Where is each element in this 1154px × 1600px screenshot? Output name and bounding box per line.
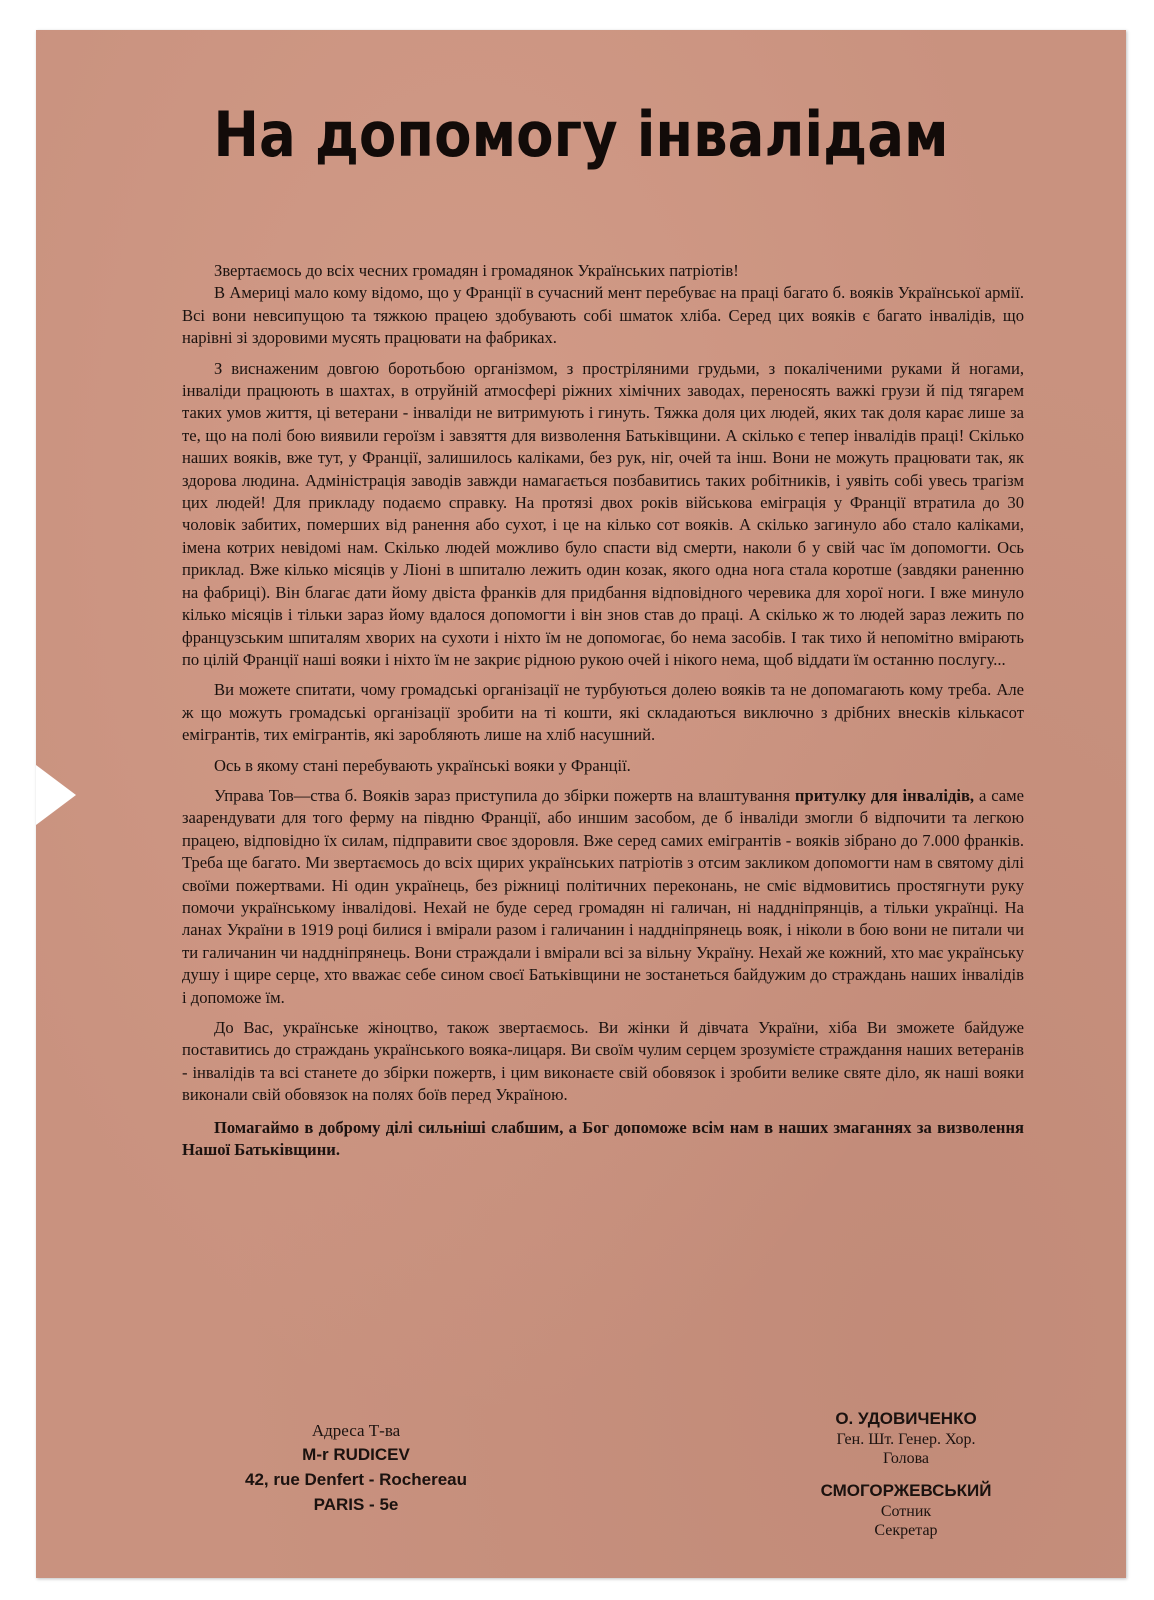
signature-name-chairman: О. УДОВИЧЕНКО: [835, 1409, 977, 1428]
signature-rank-chairman: Ген. Шт. Генер. Хор.: [836, 1431, 976, 1448]
paragraph-situation: Ось в якому стані перебувають українські вояки у Франції.: [214, 755, 631, 775]
society-address: [186, 1420, 526, 1517]
shelter-text-start: Управа Тов—ства б. Вояків зараз приступила до збірки пожертв на влаштування: [214, 785, 791, 805]
signature-name-secretary: СМОГОРЖЕВСЬКИЙ: [820, 1481, 992, 1500]
address-label: Адреса Т-ва: [311, 1421, 401, 1440]
signature-role-chairman: Голова: [882, 1450, 930, 1467]
address-city: PARIS - 5e: [313, 1495, 399, 1514]
torn-edge-notch: [36, 765, 76, 825]
signature-rank-secretary: Сотник: [880, 1503, 932, 1520]
signatures-block: [796, 1408, 1016, 1540]
leaflet-sheet: [36, 30, 1126, 1578]
shelter-text-end: а саме заарендувати для того ферму на півдню Франції, або иншим засобом, де б інваліди змогли б відпочити та легкою працею, відповідно їх силам, підправити своє здоровля. Вже серед самих емігрантів - вояків зібрано до 7.000 франків. Треба ще багато. Ми звертаємось до всіх щирих українських патріотів з отсим закликом допомогти нам в святому ділі своїми пожертвами. Ні один українець, без ріжниці політичних переконань, не сміє відмовитись простягнути руку помочи українському інвалідові. Нехай не буде серед громадян ні галичан, ні наддніпрянців, а тільки українці. На ланах України в 1919 році билися і вмірали разом і галичанин і наддніпрянець вояк, і ніколи в бою вони не питали чи ти галичанин чи наддніпрянець. Вони страждали і вмірали всі за вільну Україну. Нехай же кожний, хто має українську душу і щире серце, хто вважає себе сином своєї Батьківщини не зостанеться байдужим до страждань наших інвалідів і допоможе їм.: [182, 785, 1025, 1007]
address-name: M-r RUDICEV: [302, 1445, 410, 1464]
paragraph-shelter: [182, 785, 1024, 1009]
paragraph-invalids: З виснаженим довгою боротьбою організмом, з простріляними грудьми, з покаліченими руками й ногами, інваліди працюють в шахтах, в отруйній атмосфері ріжних хімічних заводах, переносять важкі грузи й під тягарем таких умов життя, ці ветерани - інваліди не витримують і гинуть. Тяжка доля цих людей, яких так доля карає лише за те, що на полі бою виявили героїзм і завзяття для визволення Батьківщини. А скілько є тепер інвалідів праці! Скілько наших вояків, вже тут, у Франції, залишилось каліками, без рук, ніг, очей та інш. Вони не можуть працювати так, як здорова людина. Адміністрація заводів завжди намагається позбавитись таких робітників, і уявіть собі увесь трагізм цих людей! Для прикладу подаємо справку. На протязі двох років військова еміграція у Франції втратила до 30 чоловік забитих, померших від ранення або сухот, і це на кілько сот вояків. А скілько загинуло або стало каліками, імена котрих невідомі нам. Скілько людей можливо було спасти від смерти, наколи б у свій час їм допомогти. Ось приклад. Вже кілько місяців у Ліоні в шпиталю лежить один козак, якого одна нога стала коротше (завдяки раненню на фабриці). Він благає дати йому двіста франків для придбання відповідного черевика для хорої ноги. І вже минуло кілько місяців і тільки зараз йому вдалося допомогти і він знов став до праці. А скілько ж то людей зараз лежить по французським шпиталям хворих на сухоти і ніхто їм не допомогає, бо нема засобів. І так тихо й непомітно вмірають по цілій Франції наші вояки і ніхто їм не закриє рідною рукою очей і нікого нема, щоб віддати їм останню послугу...: [182, 358, 1024, 669]
leaflet-body: [182, 260, 1024, 1161]
address-street: 42, rue Denfert - Rochereau: [244, 1470, 467, 1489]
paragraph-america: В Америці мало кому відомо, що у Франції в сучасний мент перебуває на праці багато б. вояків Української армії. Всі вони невсипущою та тяжкою працею здобувають собі шматок хліба. Серед цих вояків є багато інвалідів, що нарівні зі здоровими мусять працювати на фабриках.: [182, 283, 1024, 348]
paragraph-closing: Помагаймо в доброму ділі сильніші слабшим, а Бог допоможе всім нам в наших змаганнях за визволення Нашої Батьківщини.: [182, 1117, 1024, 1160]
shelter-text-bold: притулку для інвалідів,: [794, 785, 975, 805]
leaflet-title: На допомогу інвалідам: [213, 98, 949, 171]
paragraph-organizations: Ви можете спитати, чому громадські організації не турбуються долею вояків та не допомагають кому треба. Але ж що можуть громадські організації зробити на ті кошти, які складаються виключно з дрібних внесків кількасот емігрантів, тих емігрантів, які заробляють лише на хліб насушний.: [182, 680, 1024, 745]
signature-role-secretary: Секретар: [874, 1522, 938, 1539]
paragraph-women: До Вас, українське жіноцтво, також звертаємось. Ви жінки й дівчата України, хіба Ви зможете байдуже поставитись до страждань українського вояка-лицаря. Ви своїм чулим серцем зрозумієте страждання наших ветеранів - інвалідів та всі станете до збірки пожертв, і цим виконаєте свій обовязок і зробити велике святе діло, як наші вояки виконали свій обовязок на полях боїв перед Україною.: [182, 1018, 1024, 1105]
paragraph-appeal: Звертаємось до всіх чесних громадян і громадянок Українських патріотів!: [214, 261, 739, 280]
